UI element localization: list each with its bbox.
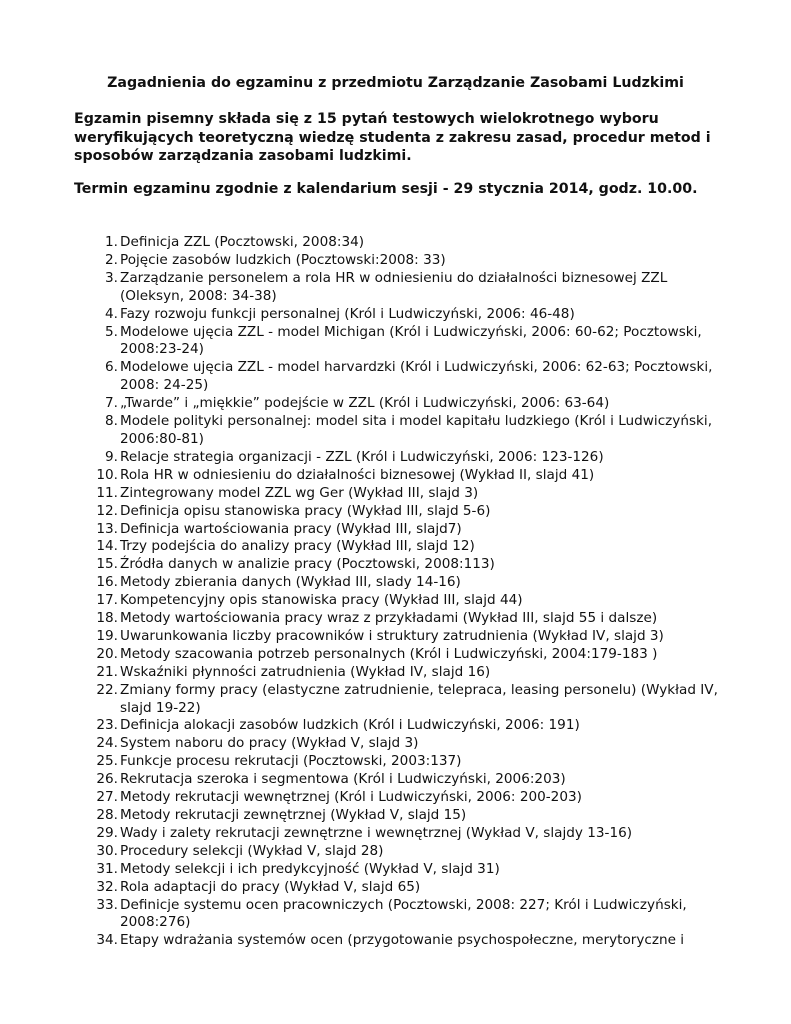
item-number: 9. [105, 448, 118, 465]
list-item [0, 503, 791, 521]
item-number: 10. [96, 466, 118, 483]
list-item [0, 538, 791, 556]
item-number: 20. [96, 645, 118, 662]
item-number: 17. [96, 592, 118, 609]
list-item [0, 270, 791, 306]
list-item [0, 753, 791, 771]
list-item [0, 252, 791, 270]
document-title: Zagadnienia do egzaminu z przedmiotu Zarządzanie Zasobami Ludzkimi [107, 75, 684, 91]
list-item [0, 449, 791, 467]
item-text: Uwarunkowania liczby pracowników i struktury zatrudnienia (Wykład IV, slajd 3) [120, 627, 664, 644]
item-number: 31. [96, 860, 118, 877]
item-text: Metody rekrutacji zewnętrznej (Wykład V, slajd 15) [120, 807, 467, 823]
list-item [0, 395, 791, 413]
list-item [0, 735, 791, 753]
item-text: Fazy rozwoju funkcji personalnej (Król i Ludwiczyński, 2006: 46-48) [120, 305, 575, 322]
list-item [0, 807, 791, 825]
item-text: Wady i zalety rekrutacji zewnętrzne i wewnętrznej (Wykład V, slajdy 13-16) [120, 824, 633, 841]
list-item [0, 324, 791, 360]
list-item [0, 843, 791, 861]
item-number: 30. [96, 842, 118, 859]
item-text: Metody zbierania danych (Wykład III, slady 14-16) [120, 574, 461, 591]
item-number: 4. [105, 305, 118, 322]
item-text: System naboru do pracy (Wykład V, slajd 3) [120, 735, 419, 752]
item-number: 2. [105, 251, 118, 268]
item-text: Modelowe ujęcia ZZL - model harvardzki (Król i Ludwiczyński, 2006: 62-63; Pocztowski, 2008: 24-25) [120, 359, 713, 394]
list-item [0, 359, 791, 395]
item-number: 19. [96, 627, 118, 644]
list-item [0, 485, 791, 503]
item-number: 6. [105, 359, 118, 376]
item-text: Metody szacowania potrzeb personalnych (Król i Ludwiczyński, 2004:179-183 ) [120, 645, 658, 662]
item-text: Metody selekcji i ich predykcyjność (Wykład V, slajd 31) [120, 860, 500, 877]
list-item [0, 682, 791, 718]
list-item [0, 771, 791, 789]
item-number: 34. [96, 932, 118, 949]
list-item [0, 717, 791, 735]
item-number: 27. [96, 789, 118, 806]
item-text: Modelowe ujęcia ZZL - model Michigan (Król i Ludwiczyński, 2006: 60-62; Pocztowski, 2008:23-24) [120, 323, 702, 358]
item-text: Rekrutacja szeroka i segmentowa (Król i Ludwiczyński, 2006:203) [120, 771, 566, 788]
item-text: Zintegrowany model ZZL wg Ger (Wykład III, slajd 3) [120, 484, 479, 501]
item-number: 23. [96, 717, 118, 734]
item-number: 15. [96, 556, 118, 573]
item-text: „Twarde” i „miękkie” podejście w ZZL (Król i Ludwiczyński, 2006: 63-64) [120, 395, 610, 412]
item-number: 8. [105, 413, 118, 430]
item-text: Procedury selekcji (Wykład V, slajd 28) [120, 842, 384, 859]
item-number: 7. [105, 395, 118, 412]
item-number: 16. [96, 574, 118, 591]
list-item [0, 467, 791, 485]
list-item [0, 628, 791, 646]
list-item [0, 861, 791, 879]
item-number: 13. [96, 520, 118, 537]
item-text: Funkcje procesu rekrutacji (Pocztowski, 2003:137) [120, 753, 462, 770]
list-item [0, 897, 791, 933]
list-item [0, 574, 791, 592]
item-text: Metody rekrutacji wewnętrznej (Król i Ludwiczyński, 2006: 200-203) [120, 789, 582, 806]
item-number: 28. [96, 807, 118, 823]
item-text: Definicje systemu ocen pracowniczych (Pocztowski, 2008: 227; Król i Ludwiczyński, 2008:276) [120, 896, 687, 931]
item-text: Modele polityki personalnej: model sita i model kapitału ludzkiego (Król i Ludwiczyński, 2006:80-81) [120, 413, 713, 447]
item-text: Definicja ZZL (Pocztowski, 2008:34) [120, 234, 365, 250]
item-text: Metody wartościowania pracy wraz z przykładami (Wykład III, slajd 55 i dalsze) [120, 610, 658, 627]
item-number: 26. [96, 771, 118, 788]
list-item [0, 234, 791, 252]
list-item [0, 789, 791, 807]
item-number: 1. [105, 234, 118, 250]
list-item [0, 664, 791, 682]
exam-description: Egzamin pisemny składa się z 15 pytań testowych wielokrotnego wyboru weryfikujących teoretyczną wiedzę studenta z zakresu zasad, procedur metod i sposobów zarządzania zasobami ludzkimi. [74, 111, 711, 164]
item-text: Definicja alokacji zasobów ludzkich (Król i Ludwiczyński, 2006: 191) [120, 717, 580, 734]
item-text: Rola HR w odniesieniu do działalności biznesowej (Wykład II, slajd 41) [120, 466, 595, 483]
item-text: Trzy podejścia do analizy pracy (Wykład III, slajd 12) [120, 538, 475, 555]
item-number: 5. [105, 323, 118, 340]
list-item [0, 879, 791, 897]
item-number: 29. [96, 824, 118, 841]
item-number: 18. [96, 610, 118, 627]
item-number: 33. [96, 896, 118, 913]
list-item [0, 556, 791, 574]
list-item [0, 306, 791, 324]
topic-list [0, 234, 791, 950]
item-text: Definicja wartościowania pracy (Wykład III, slajd7) [120, 520, 462, 537]
list-item [0, 592, 791, 610]
list-item [0, 610, 791, 628]
item-text: Wskaźniki płynności zatrudnienia (Wykład IV, slajd 16) [120, 663, 491, 680]
item-text: Źródła danych w analizie pracy (Pocztowski, 2008:113) [120, 556, 495, 573]
item-text: Zarządzanie personelem a rola HR w odniesieniu do działalności biznesowej ZZL (Oleksyn, 2008: 34-38) [120, 269, 668, 304]
item-text: Kompetencyjny opis stanowiska pracy (Wykład III, slajd 44) [120, 592, 523, 609]
item-text: Etapy wdrażania systemów ocen (przygotowanie psychospołeczne, merytoryczne i [120, 932, 685, 949]
item-number: 11. [96, 484, 118, 501]
list-item [0, 825, 791, 843]
list-item [0, 646, 791, 664]
item-text: Rola adaptacji do pracy (Wykład V, slajd 65) [120, 878, 421, 895]
list-item [0, 521, 791, 539]
item-number: 3. [105, 269, 118, 286]
item-number: 22. [96, 681, 118, 698]
exam-date: Termin egzaminu zgodnie z kalendarium sesji - 29 stycznia 2014, godz. 10.00. [74, 181, 698, 197]
list-item [0, 932, 791, 950]
item-number: 25. [96, 753, 118, 770]
list-item [0, 413, 791, 449]
item-text: Pojęcie zasobów ludzkich (Pocztowski:2008: 33) [120, 251, 446, 268]
item-number: 14. [96, 538, 118, 555]
item-number: 12. [96, 502, 118, 519]
item-text: Definicja opisu stanowiska pracy (Wykład III, slajd 5-6) [120, 502, 491, 519]
item-number: 24. [96, 735, 118, 752]
item-text: Zmiany formy pracy (elastyczne zatrudnienie, telepraca, leasing personelu) (Wykład IV, slajd 19-22) [120, 681, 718, 716]
item-number: 32. [96, 878, 118, 895]
item-text: Relacje strategia organizacji - ZZL (Król i Ludwiczyński, 2006: 123-126) [120, 448, 604, 465]
item-number: 21. [96, 663, 118, 680]
